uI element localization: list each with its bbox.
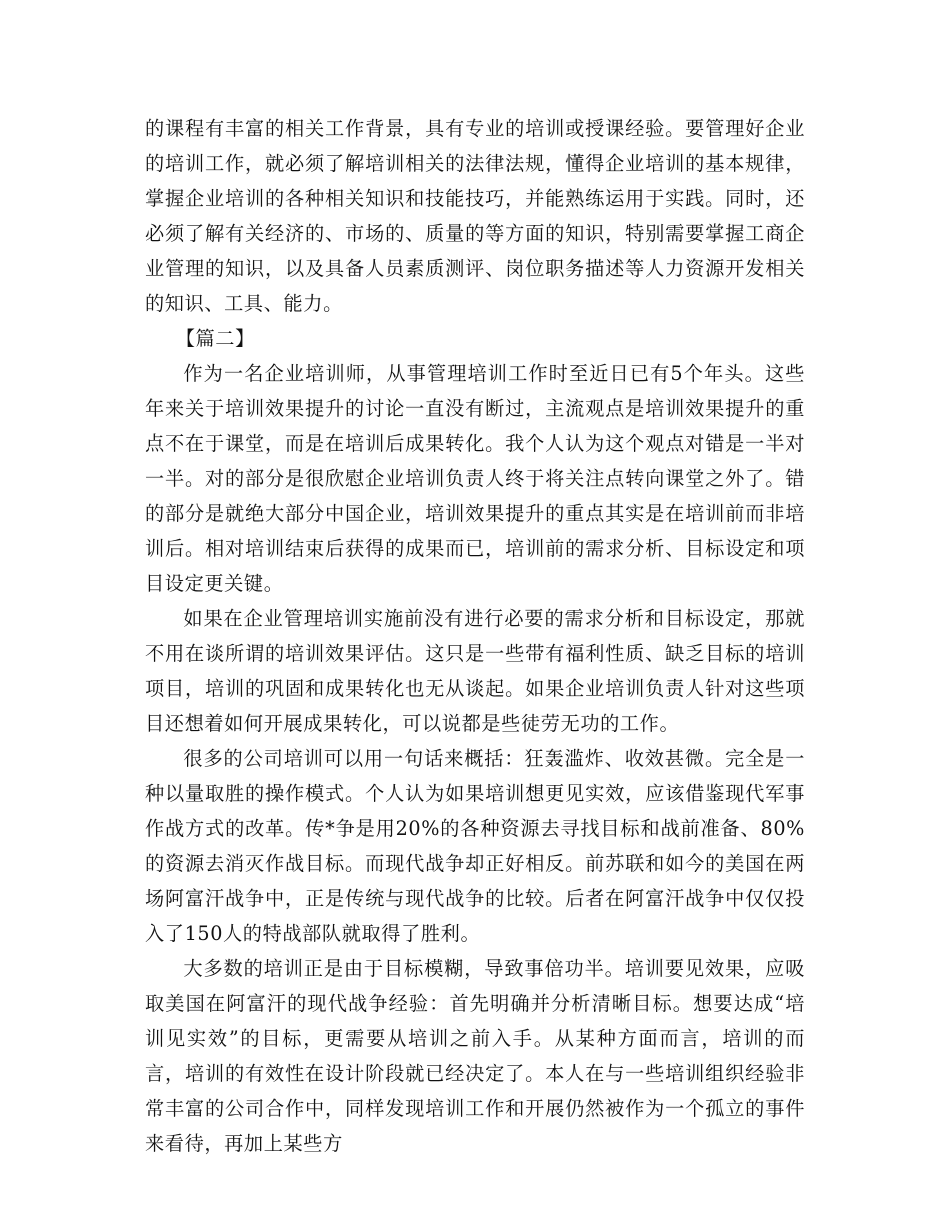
paragraph: 作为一名企业培训师，从事管理培训工作时至近日已有5个年头。这些年来关于培训效果提升的讨论一直没有断过，主流观点是培训效果提升的重点不在于课堂，而是在培训后成果转化。我个人认为这个观点对错是一半对一半。对的部分是很欣慰企业培训负责人终于将关注点转向课堂之外了。错的部分是就绝大部分中国企业，培训效果提升的重点其实是在培训前而非培训后。相对培训结束后获得的成果而已，培训前的需求分析、目标设定和项目设定更关键。 <box>145 362 805 595</box>
paragraph: 如果在企业管理培训实施前没有进行必要的需求分析和目标设定，那就不用在谈所谓的培训效果评估。这只是一些带有福利性质、缺乏目标的培训项目，培训的巩固和成果转化也无从谈起。如果企业培训负责人针对这些项目还想着如何开展成果转化，可以说都是些徒劳无功的工作。 <box>145 607 805 735</box>
paragraph: 很多的公司培训可以用一句话来概括：狂轰滥炸、收效甚微。完全是一种以量取胜的操作模式。个人认为如果培训想更见实效，应该借鉴现代军事作战方式的改革。传*争是用20%的各种资源去寻找目标和战前准备、80%的资源去消灭作战目标。而现代战争却正好相反。前苏联和如今的美国在两场阿富汗战争中，正是传统与现代战争的比较。后者在阿富汗战争中仅仅投入了150人的特战部队就取得了胜利。 <box>145 747 805 945</box>
section-heading: 【篇二】 <box>175 327 255 350</box>
paragraph-continuation: 的课程有丰富的相关工作背景，具有专业的培训或授课经验。要管理好企业的培训工作，就必须了解培训相关的法律法规，懂得企业培训的基本规律，掌握企业培训的各种相关知识和技能技巧，并能熟练运用于实践。同时，还必须了解有关经济的、市场的、质量的等方面的知识，特别需要掌握工商企业管理的知识，以及具备人员素质测评、岗位职务描述等人力资源开发相关的知识、工具、能力。 <box>145 117 805 315</box>
paragraph: 大多数的培训正是由于目标模糊，导致事倍功半。培训要见效果，应吸取美国在阿富汗的现代战争经验：首先明确并分析清晰目标。想要达成“培训见实效”的目标，更需要从培训之前入手。从某种方面而言，培训的而言，培训的有效性在设计阶段就已经决定了。本人在与一些培训组织经验非常丰富的公司合作中，同样发现培训工作和开展仍然被作为一个孤立的事件来看待，再加上某些方 <box>145 957 805 1155</box>
document-body <box>145 111 805 1161</box>
